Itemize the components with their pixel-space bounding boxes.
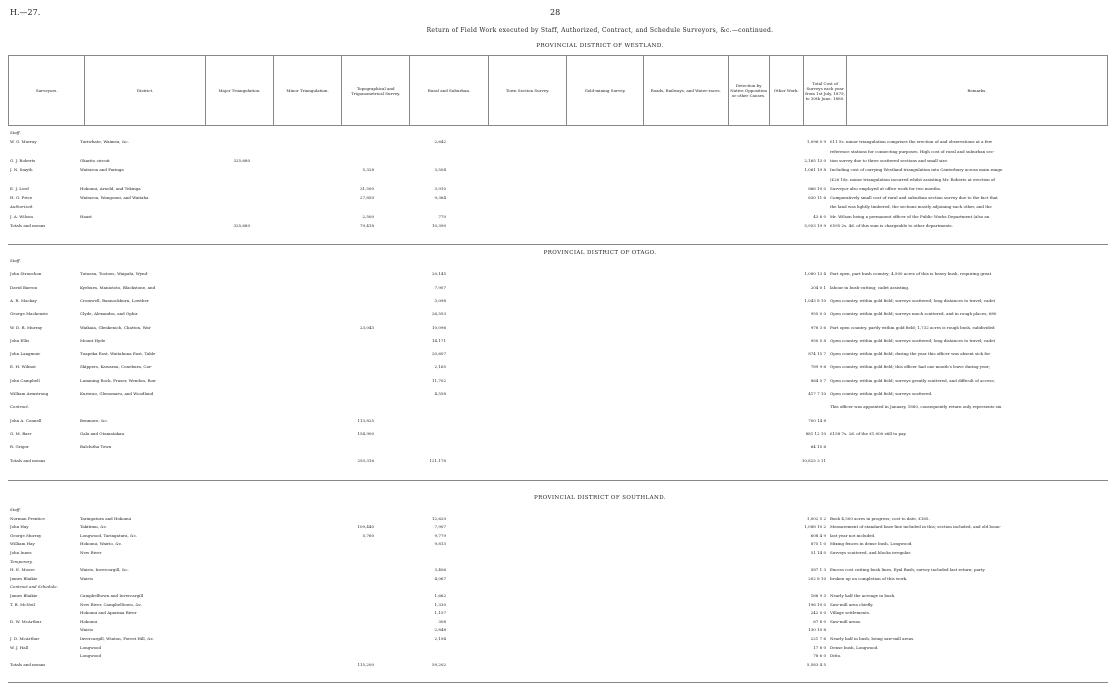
col-topographical: Topographical and Trigonometrical Survey. (342, 56, 410, 126)
table-row (8, 507, 1108, 512)
page-reference: H.—27. (10, 8, 41, 17)
cell-remarks: Mr. Wilson being a permanent officer of the Public Works Department (also an (830, 213, 990, 219)
cell-remarks: Dense bush, Longwood. (830, 644, 879, 650)
cell-surveyor: R. Grigor (10, 444, 29, 450)
cell-topo: 115,200 (357, 661, 374, 667)
table-row (8, 533, 1108, 538)
cell-total: 955 0 0 (810, 311, 826, 317)
table-row (8, 516, 1108, 521)
cell-district: Invercargill, Winton, Forest Hill, &c. (80, 636, 155, 641)
cell-total: 1,096 0 9 (806, 139, 826, 145)
cell-total: 202 8 10 (808, 575, 826, 581)
cell-district: Hokonui, Arnold, and Tekinga (80, 185, 141, 191)
cell-rural: 3,406 (434, 567, 446, 573)
col-rural-suburban: Rural and Suburban. (410, 56, 489, 126)
col-minor-triangulation: Minor Triangulation. (274, 56, 342, 126)
table-row (8, 351, 1108, 356)
cell-total: 866 10 0 (808, 185, 826, 191)
cell-total: 1,061 19 8 (804, 167, 826, 173)
table-row (8, 177, 1108, 182)
cell-district: Lumming Rock, Fraser, Wendon, Rox- (80, 377, 157, 383)
cell-remarks: broken up on completion of this work. (830, 575, 908, 581)
table-row (8, 619, 1108, 624)
cell-total: 874 15 7 (808, 351, 826, 357)
cell-surveyor: Contract. (10, 404, 30, 410)
cell-remarks: labour in bush-cutting; cadet assisting. (830, 284, 910, 290)
cell-district: Takitimu, &c. (80, 524, 108, 530)
cell-surveyor: Authorized. (10, 204, 34, 210)
cell-district: Balclutha Town (80, 444, 112, 450)
cell-surveyor: G. J. Roberts (10, 157, 36, 163)
cell-remarks: Surveys scattered, and blocks irregular. (830, 550, 912, 555)
cell-total: 1,080 13 4 (804, 271, 826, 277)
cell-total: 950 5 8 (810, 337, 826, 343)
cell-remarks: Mixing fences in dense bush, Longwood. (830, 541, 913, 547)
cell-surveyor: John Langmuir (10, 351, 41, 357)
cell-district: Hokonui and Aparima River (80, 610, 137, 616)
cell-remarks: Open country, within gold field; this officer had one month's leave during year; (830, 364, 991, 370)
table-row (8, 418, 1108, 423)
table-row (8, 662, 1108, 667)
page-number: 28 (550, 8, 561, 17)
cell-remarks: Open country, within gold field; surveys scattered; long distances to travel; cadet (830, 337, 996, 343)
cell-surveyor: A. R. Mackay (10, 297, 37, 303)
cell-remarks: Village settlements. (830, 610, 871, 616)
cell-surveyor: H. E. Moore (10, 567, 35, 573)
col-remarks: Remarks. (847, 56, 1108, 126)
cell-remarks: Part open country, partly within gold field; 1,732 acres is rough bush, subdivided (830, 324, 995, 330)
cell-surveyor: John Hay (10, 524, 29, 530)
cell-remarks: (£26 18s. minor triangulation incurred whilst assisting Mr. Roberts at erection of (830, 176, 995, 182)
cell-district: Gala and Otamatakau (80, 430, 125, 436)
cell-surveyor: T. B. McNeil (10, 601, 35, 607)
cell-remarks: This officer was appointed in January, 1880, consequently return only represents six (830, 404, 1002, 410)
cell-rural: 2,848 (434, 627, 446, 633)
cell-rural: 9,364 (434, 195, 446, 201)
cell-total: 1,088 10 2 (804, 524, 826, 530)
cell-surveyor: Totals and means (10, 661, 46, 667)
cell-remarks: Part open, part bush country; 4,500 acres of this is heavy bush, requiring great (830, 271, 992, 277)
table-row (8, 223, 1108, 228)
cell-surveyor: James Blaikie (10, 593, 38, 598)
cell-surveyor: W. G. Murray (10, 139, 37, 145)
cell-total: 5,583 4 5 (806, 661, 826, 667)
cell-remarks: Excess cost cutting bush lines, Eyal Bush; survey included last return; party (830, 567, 985, 573)
table-row (8, 158, 1108, 163)
cell-surveyor: E. J. Lord (10, 185, 29, 191)
col-gold-mining: Gold-mining Survey. (567, 56, 643, 126)
cell-district: Cromwell, Bannockburn, Lowther (80, 297, 149, 303)
cell-remarks: tion survey due to three scattered sections and small size. (830, 157, 949, 163)
cell-surveyor: Totals and means (10, 457, 46, 463)
table-row (8, 559, 1108, 564)
cell-surveyor: D. W. McArthur (10, 618, 42, 624)
cell-district: Benmore, &c. (80, 417, 108, 423)
cell-rural: 59,202 (432, 661, 446, 667)
cell-remarks: Ditto. (830, 653, 842, 659)
cell-remarks: Open country, within gold field; during the year this officer was absent sick for (830, 351, 991, 357)
cell-district: Kuriwao, Glenomaru, and Woodland (80, 391, 154, 396)
cell-topo: 27,850 (360, 195, 374, 201)
cell-district: Tuapeka East, Waitahuna East, Table (80, 351, 156, 357)
cell-total: 130 10 8 (808, 627, 826, 633)
cell-rural: 3,504 (434, 167, 446, 173)
cell-total: 978 3 6 (810, 324, 826, 330)
westland-heading: PROVINCIAL DISTRICT OF WESTLAND. (536, 43, 664, 49)
cell-remarks: Including cost of carrying Westland triangulation into Canterbury across main range. (830, 167, 1004, 173)
cell-topo: 2,500 (362, 213, 374, 219)
cell-total: 1,043 8 10 (804, 297, 826, 303)
cell-major: 325,680 (233, 223, 250, 228)
southland-rule (8, 682, 1108, 683)
westland-rule (8, 244, 1108, 245)
cell-surveyor: J. N. Smyth (10, 167, 33, 173)
cell-remarks: Nearly half the acreage in bush. (830, 593, 896, 598)
col-other-work: Other Work. (769, 56, 804, 126)
col-roads: Roads, Railways, and Water-races. (643, 56, 728, 126)
cell-remarks: Open country, within gold field; surveys much scattered, and in rough places; 680 (830, 311, 997, 317)
cell-total: 64 15 6 (810, 444, 826, 450)
table-row (8, 285, 1108, 290)
cell-surveyor: David Barron (10, 284, 38, 290)
table-row (8, 653, 1108, 658)
col-major-triangulation: Major Triangulation. (205, 56, 273, 126)
table-row (8, 584, 1108, 589)
cell-rural: 1,330 (434, 601, 446, 607)
southland-section (8, 507, 1108, 682)
table-row (8, 338, 1108, 343)
cell-district: Longwood (80, 644, 102, 650)
cell-remarks: Comparatively small cost of rural and suburban section survey due to the fact that (830, 195, 998, 201)
cell-district: Taringatura and Hokonui (80, 515, 132, 521)
cell-topo: 109,440 (357, 524, 374, 530)
cell-rural: 10,096 (432, 324, 446, 330)
cell-topo: 79,418 (360, 223, 374, 228)
cell-remarks: Saw-mill area chiefly. (830, 601, 874, 607)
cell-remarks: Nearly half in bush, being saw-mill areas. (830, 636, 915, 641)
westland-section (8, 130, 1108, 230)
cell-total: 789 9 6 (810, 364, 826, 370)
cell-surveyor: Contract and Schedule. (10, 584, 58, 590)
cell-district: Campbelltown and Invercargill (80, 593, 143, 598)
cell-topo: 5,328 (362, 167, 374, 173)
table-row (8, 576, 1108, 581)
table-row (8, 271, 1108, 276)
cell-remarks: Measurement of standard base-line included in this; section included, and old boun- (830, 524, 1001, 530)
table-row (8, 167, 1108, 172)
cell-rural: 10,390 (432, 223, 446, 228)
cell-district: Hokonui, Wairio, &c. (80, 541, 123, 547)
cell-total: 1,002 5 2 (806, 515, 826, 521)
cell-remarks: Open country, within gold field; surveys scattered. (830, 391, 933, 396)
table-row (8, 567, 1108, 572)
cell-rural: 4,558 (434, 391, 446, 396)
col-native-opposition: Detection by Native Opposition or other Causes. (728, 56, 769, 126)
cell-total: 875 1 0 (810, 541, 826, 547)
table-row (8, 610, 1108, 615)
cell-remarks: Surveyor also employed at office work for two months. (830, 185, 942, 191)
cell-surveyor: G. M. Barr (10, 430, 32, 436)
cell-total: 166 9 3 (810, 593, 826, 598)
cell-total: 700 14 8 (808, 417, 826, 423)
cell-major: 325,680 (233, 157, 250, 163)
cell-remarks: £11 5s. minor triangulation comprises the erection of and observations at a few (830, 139, 993, 145)
cell-topo: 154,900 (357, 430, 374, 436)
table-row (8, 593, 1108, 598)
cell-surveyor: John A. Connell (10, 417, 42, 423)
cell-total: 630 11 6 (808, 195, 826, 201)
cell-district: Clyde, Alexandra, and Ophir (80, 311, 138, 317)
cell-remarks: £158 7s. 2d. of the £1,000 still to pay. (830, 430, 907, 436)
table-row (8, 258, 1108, 263)
cell-rural: 3,098 (434, 297, 446, 303)
cell-surveyor: Norman Prentice (10, 515, 45, 521)
table-row (8, 364, 1108, 369)
col-district: District. (85, 56, 205, 126)
table-row (8, 524, 1108, 529)
cell-surveyor: George Mackenzie (10, 311, 48, 317)
cell-rural: 2,194 (434, 636, 446, 641)
cell-district: Waitaroa and Paringa (80, 167, 124, 173)
cell-total: 864 5 7 (810, 377, 826, 383)
otago-rule (8, 480, 1108, 481)
cell-district: New River, Campbelltown, &c. (80, 601, 143, 607)
col-town-section: Town Section Survey. (488, 56, 567, 126)
cell-rural: 308 (438, 618, 446, 624)
cell-district: New River (80, 550, 102, 555)
cell-rural: 20,607 (432, 351, 446, 357)
cell-total: 221 7 6 (810, 636, 826, 641)
table-row (8, 431, 1108, 436)
cell-rural: 770 (438, 213, 446, 219)
cell-surveyor: John Ellis (10, 337, 30, 343)
cell-total: 78 6 0 (813, 653, 826, 659)
table-row (8, 627, 1108, 632)
cell-rural: 2,642 (434, 139, 446, 145)
table-row (8, 636, 1108, 641)
cell-total: 242 0 0 (810, 610, 826, 616)
table-row (8, 541, 1108, 546)
cell-district: Longwood, Taringatura, &c. (80, 532, 138, 538)
cell-district: Wairio (80, 627, 94, 633)
cell-district: Okarito circuit (80, 157, 110, 163)
cell-total: 196 10 0 (808, 601, 826, 607)
page-title: Return of Field Work executed by Staff, Authorized, Contract, and Schedule Surveyors, &c.—continued. (426, 27, 774, 34)
col-total-cost: Total Cost of Surveys each year from 1st July, 1879, to 30th June, 1880. (804, 56, 847, 126)
cell-rural: 121,178 (429, 457, 446, 463)
cell-total: 17 8 0 (813, 644, 826, 650)
cell-remarks: Bush 4,500 acres in progress; cost to date, £165. (830, 515, 930, 521)
cell-rural: 2,165 (434, 364, 446, 370)
table-row (8, 130, 1108, 135)
cell-remarks: £595 2s. 4d. of this sum is chargeable to other departments. (830, 223, 953, 228)
cell-surveyor: George Murray (10, 532, 42, 538)
cell-surveyor: J. A. Wilson (10, 213, 33, 219)
cell-district: Hokonui (80, 618, 98, 624)
otago-heading: PROVINCIAL DISTRICT OF OTAGO. (543, 250, 657, 256)
cell-surveyor: Staff. (10, 507, 21, 512)
cell-district: Turiwhate, Waimea, &c. (80, 139, 129, 145)
cell-rural: 1,662 (434, 593, 446, 598)
cell-district: Skippers, Kawarau, Conebura, Car- (80, 364, 153, 370)
cell-district: Wairio (80, 575, 94, 581)
cell-rural: 1,157 (434, 610, 446, 616)
cell-surveyor: John Strauchon (10, 271, 42, 277)
cell-topo: 113,825 (357, 417, 374, 423)
cell-remarks: last year not included. (830, 532, 876, 538)
cell-rural: 26,553 (432, 311, 446, 317)
table-row (8, 378, 1108, 383)
table-row (8, 195, 1108, 200)
cell-total: 43 6 0 (813, 213, 826, 219)
cell-surveyor: William Armstrong (10, 391, 49, 396)
table-row (8, 139, 1108, 144)
cell-remarks: reference stations for connecting purposes. High cost of rural and suburban sec- (830, 148, 995, 154)
table-row (8, 186, 1108, 191)
cell-surveyor: E. H. Wilmot (10, 364, 36, 370)
cell-surveyor: Totals and means (10, 223, 46, 228)
cell-surveyor: John Campbell (10, 377, 40, 383)
table-row (8, 404, 1108, 409)
cell-total: 10,825 3 11 (801, 457, 826, 463)
table-row (8, 550, 1108, 555)
column-header-table (8, 55, 1108, 126)
cell-surveyor: Staff. (10, 130, 21, 135)
cell-surveyor: W. J. Hall (10, 644, 29, 650)
col-surveyors: Surveyors. (9, 56, 85, 126)
cell-total: 51 14 0 (810, 550, 826, 555)
cell-surveyor: Temporary. (10, 558, 33, 564)
cell-total: 2,165 13 0 (804, 157, 826, 163)
cell-rural: 7,907 (434, 284, 446, 290)
table-row (8, 602, 1108, 607)
cell-surveyor: H. G. Price (10, 195, 33, 201)
cell-topo: 31,500 (360, 185, 374, 191)
cell-rural: 14,171 (432, 337, 446, 343)
cell-rural: 4,067 (434, 575, 446, 581)
cell-remarks: Open country, within gold field; surveys scattered; long distances to travel; cadet (830, 297, 996, 303)
cell-district: Mount Hyde (80, 337, 106, 343)
table-row (8, 298, 1108, 303)
cell-district: Wairio, Invercargill, &c. (80, 567, 129, 573)
otago-section (8, 258, 1108, 478)
cell-total: 204 0 1 (810, 284, 826, 290)
cell-rural: 3,910 (434, 185, 446, 191)
cell-surveyor: John Innes (10, 550, 32, 555)
cell-district: Haast (80, 213, 92, 219)
cell-rural: 20,145 (432, 271, 446, 277)
cell-remarks: the land was lightly timbered, the sections mostly adjoining each other, and the (830, 204, 992, 210)
cell-rural: 9,813 (434, 541, 446, 547)
table-row (8, 444, 1108, 449)
cell-surveyor: Staff. (10, 258, 21, 263)
cell-surveyor: James Blaikie (10, 575, 38, 581)
cell-rural: 11,702 (432, 377, 446, 383)
cell-topo: 293,316 (357, 457, 374, 463)
table-row (8, 214, 1108, 219)
cell-total: 5,953 19 9 (804, 223, 826, 228)
table-row (8, 204, 1108, 209)
cell-surveyor: J. D. McArthur (10, 636, 40, 641)
cell-district: Waitaroa, Wangonui, and Waitaha (80, 195, 149, 201)
cell-rural: 7,907 (434, 524, 446, 530)
southland-heading: PROVINCIAL DISTRICT OF SOUTHLAND. (534, 495, 666, 501)
cell-total: 608 4 9 (810, 532, 826, 538)
table-row (8, 149, 1108, 154)
cell-total: 417 7 10 (808, 391, 826, 396)
cell-total: 587 1 3 (810, 567, 826, 573)
cell-topo: 5,760 (362, 532, 374, 538)
table-row (8, 458, 1108, 463)
cell-surveyor: William Hay (10, 541, 35, 547)
cell-topo: 23,043 (360, 324, 374, 330)
cell-district: Longwood (80, 653, 102, 659)
cell-district: Waikaia, Glenkenich, Chatton, Wai- (80, 324, 152, 330)
cell-rural: 9,779 (434, 532, 446, 538)
cell-total: 67 8 0 (813, 618, 826, 624)
cell-rural: 12,620 (432, 515, 446, 521)
cell-district: Kyeburn, Maniototo, Blackstone, and (80, 284, 156, 290)
cell-remarks: Open country, within gold field; surveys greatly scattered, and difficult of access; (830, 377, 995, 383)
table-row (8, 391, 1108, 396)
cell-total: 881 12 10 (805, 430, 826, 436)
cell-district: Tuturau, Tootoes, Waipahi, Wynd- (80, 271, 149, 277)
cell-surveyor: W. D. B. Murray (10, 324, 43, 330)
table-row (8, 325, 1108, 330)
cell-remarks: Saw-mill areas. (830, 618, 862, 624)
table-row (8, 645, 1108, 650)
table-row (8, 311, 1108, 316)
